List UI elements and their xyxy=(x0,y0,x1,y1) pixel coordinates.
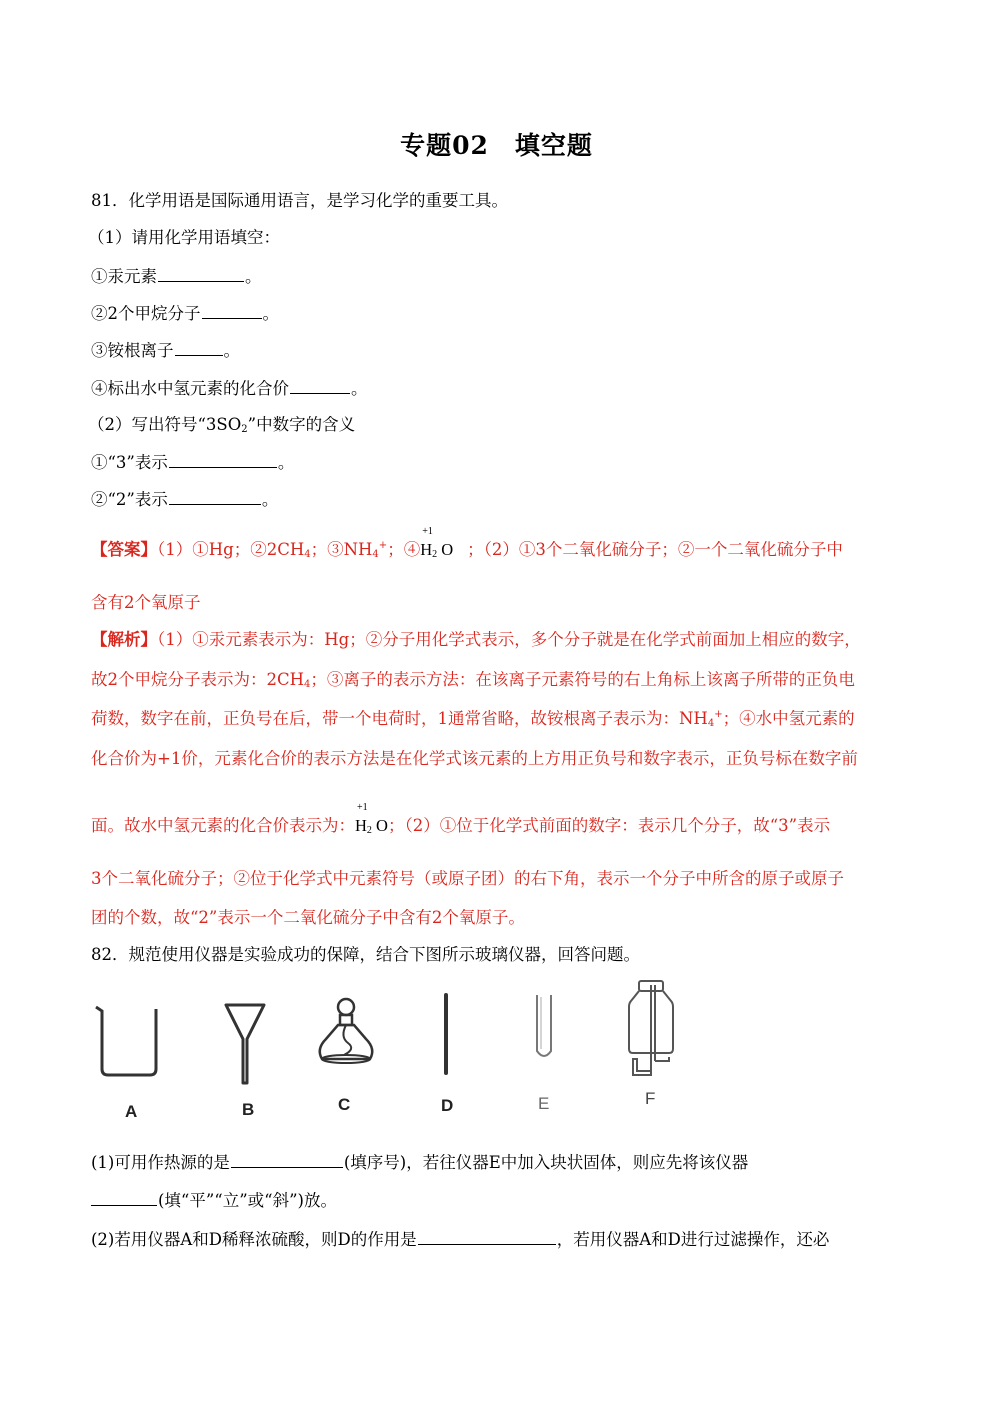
q81-sub1: （1）请用化学用语填空： xyxy=(88,228,280,247)
answer-blank[interactable] xyxy=(158,265,244,282)
water-valence-formula: +1 $H_2$ O xyxy=(355,802,388,836)
answer-blank[interactable] xyxy=(169,451,277,468)
answer-blank[interactable] xyxy=(290,377,350,394)
water-valence-formula: +1 $H_2$ O xyxy=(420,526,454,560)
answer-line-1: 【答案】（1）①Hg；$②2CH_4$；$③NH_4^+$；④ +1 $H_2$ O ；（2）①3个二氧化硫分子；②一个二氧化硫分子中 xyxy=(91,526,843,560)
beaker-icon xyxy=(92,1003,162,1081)
q81-item-j2: ②“2”表示 。 xyxy=(91,490,279,509)
analysis-line-7: 团的个数，故“2”表示一个二氧化硫分子中含有2个氧原子。 xyxy=(91,908,525,927)
q81-stem: 81．化学用语是国际通用语言，是学习化学的重要工具。 xyxy=(91,191,508,210)
answer-blank[interactable] xyxy=(91,1189,157,1206)
q82-part1-cont: (填“平”“立”或“斜”)放。 xyxy=(91,1189,337,1212)
label-b: B xyxy=(242,1100,255,1119)
q82-part2: (2)若用仪器A和D稀释浓硫酸，则D的作用是 ，若用仪器A和D进行过滤操作，还必 xyxy=(91,1230,830,1249)
q81-item1-text: ①汞元素 xyxy=(91,267,157,286)
title-part1: 专题02 xyxy=(400,131,489,160)
glass-rod-icon xyxy=(438,993,454,1077)
label-a: A xyxy=(125,1102,138,1121)
test-tube-icon xyxy=(532,993,556,1063)
analysis-line-4: 化合价为+1价，元素化合价的表示方法是在化学式该元素的上方用正负号和数字表示，正负号标在数字前 xyxy=(91,749,858,768)
analysis-line-2: 故2个甲烷分子表示为：$2CH_4$；③离子的表示方法：在该离子元素符号的右上角标上该离子所带的正负电 xyxy=(91,670,855,690)
answer-blank[interactable] xyxy=(418,1228,556,1245)
q81-item2-text: ②2个甲烷分子 xyxy=(91,304,201,323)
answer-blank[interactable] xyxy=(202,302,262,319)
answer-blank[interactable] xyxy=(169,488,261,505)
q81-item4: ④标出水中氢元素的化合价 。 xyxy=(91,379,368,398)
label-d: D xyxy=(441,1096,454,1115)
title-part2: 填空题 xyxy=(514,131,593,160)
q82-part1: (1)可用作热源的是 (填序号)，若往仪器E中加入块状固体，则应先将该仪器 xyxy=(91,1153,749,1172)
answer-blank[interactable] xyxy=(231,1151,343,1168)
analysis-tag: 【解析】 xyxy=(91,630,157,649)
q81-item3-text: ③铵根离子 xyxy=(91,341,174,360)
q81-item-j1: ①“3”表示 。 xyxy=(91,453,295,472)
label-e: E xyxy=(538,1094,550,1113)
answer-tag: 【答案】 xyxy=(91,540,157,559)
q81-item2: ②2个甲烷分子 。 xyxy=(91,304,279,323)
analysis-line-5: 面。故水中氢元素的化合价表示为： +1 $H_2$ O；（2）①位于化学式前面的数字：表示几个分子，故“3”表示 xyxy=(91,802,831,836)
q81-item1: ①汞元素 。 xyxy=(91,267,262,286)
analysis-line-3: 荷数，数字在前，正负号在后，带一个电荷时，1通常省略，故铵根离子表示为：$NH_4^+$；④水中氢元素的 xyxy=(91,709,855,729)
label-f: F xyxy=(645,1089,656,1108)
glassware-figure xyxy=(80,975,700,1125)
alcohol-lamp-icon xyxy=(310,997,380,1071)
answer-line-2: 含有2个氧原子 xyxy=(91,593,201,612)
analysis-line-1: 【解析】（1）①汞元素表示为：Hg；②分子用化学式表示，多个分子就是在化学式前面加上相应的数字， xyxy=(91,630,861,649)
q81-sub2: （2）写出符号“$3SO_2$”中数字的含义 xyxy=(88,415,356,435)
page-title xyxy=(0,126,993,162)
gas-bottle-icon xyxy=(625,979,685,1089)
funnel-icon xyxy=(220,999,270,1089)
answer-blank[interactable] xyxy=(175,339,223,356)
q81-item4-text: ④标出水中氢元素的化合价 xyxy=(91,379,289,398)
q81-item3: ③铵根离子 。 xyxy=(91,341,240,360)
analysis-line-6: 3个二氧化硫分子；②位于化学式中元素符号（或原子团）的右下角，表示一个分子中所含的原子或原子 xyxy=(91,869,844,888)
label-c: C xyxy=(338,1095,351,1114)
q82-stem: 82．规范使用仪器是实验成功的保障，结合下图所示玻璃仪器，回答问题。 xyxy=(91,945,640,964)
